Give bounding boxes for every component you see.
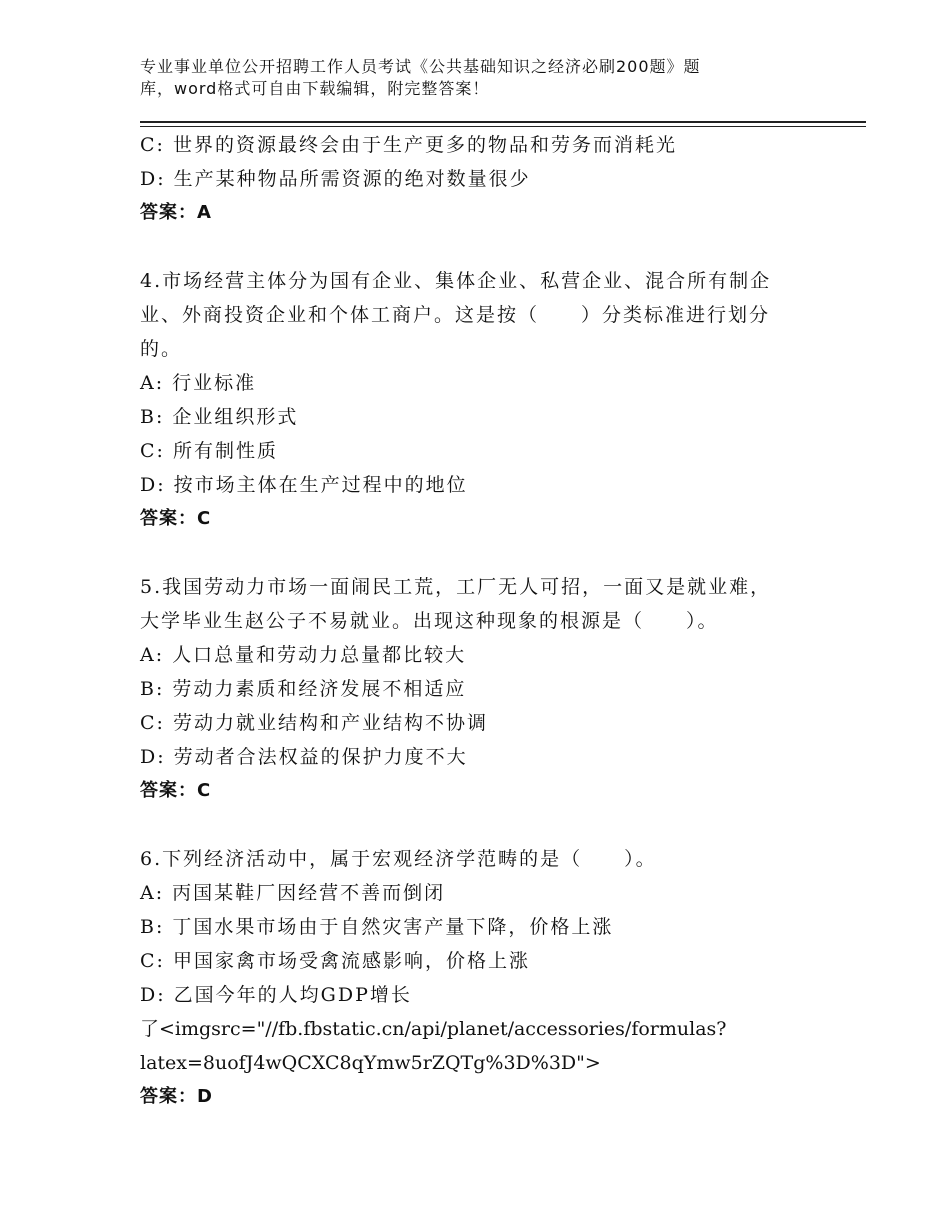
question-6 — [140, 842, 800, 1114]
option-c: C: 甲国家禽市场受禽流感影响，价格上涨 — [140, 950, 530, 972]
question-stem: 6.下列经济活动中，属于宏观经济学范畴的是（ ）。 — [140, 848, 657, 870]
header-line-2: 库，word格式可自由下载编辑，附完整答案！ — [140, 79, 490, 98]
question-stem: 5.我国劳动力市场一面闹民工荒，工厂无人可招，一面又是就业难， — [140, 576, 772, 598]
option-a: A: 丙国某鞋厂因经营不善而倒闭 — [140, 882, 446, 904]
option-c: C: 世界的资源最终会由于生产更多的物品和劳务而消耗光 — [140, 134, 677, 156]
question-stem: 业、外商投资企业和个体工商户。这是按（ ）分类标准进行划分 — [140, 304, 771, 326]
option-b: B: 丁国水果市场由于自然灾害产量下降，价格上涨 — [140, 916, 614, 938]
option-d: D: 劳动者合法权益的保护力度不大 — [140, 746, 468, 768]
option-d: D: 生产某种物品所需资源的绝对数量很少 — [140, 168, 531, 190]
answer: 答案：A — [140, 202, 212, 223]
question-5 — [140, 570, 800, 808]
spacer — [140, 536, 800, 570]
question-stem: 4.市场经营主体分为国有企业、集体企业、私营企业、混合所有制企 — [140, 270, 772, 292]
header-rule-thin — [140, 126, 866, 127]
option-d: D: 乙国今年的人均GDP增长 — [140, 984, 412, 1006]
option-a: A: 行业标准 — [140, 372, 257, 394]
raw-markup-line: 了<imgsrc="//fb.fbstatic.cn/api/planet/accessories/formulas? — [140, 1018, 727, 1040]
answer: 答案：C — [140, 508, 212, 529]
question-stem: 大学毕业生赵公子不易就业。出现这种现象的根源是（ ）。 — [140, 610, 719, 632]
previous-question-tail — [140, 128, 800, 230]
header-line-1: 专业事业单位公开招聘工作人员考试《公共基础知识之经济必刷200题》题 — [140, 57, 701, 76]
raw-markup-line: latex=8uofJ4wQCXC8qYmw5rZQTg%3D%3D"> — [140, 1052, 601, 1074]
spacer — [140, 808, 800, 842]
answer: 答案：D — [140, 1086, 213, 1107]
question-content — [140, 128, 800, 1114]
option-a: A: 人口总量和劳动力总量都比较大 — [140, 644, 467, 666]
option-d: D: 按市场主体在生产过程中的地位 — [140, 474, 468, 496]
page-header — [140, 56, 780, 100]
question-stem: 的。 — [140, 338, 183, 360]
spacer — [140, 230, 800, 264]
option-c: C: 劳动力就业结构和产业结构不协调 — [140, 712, 488, 734]
answer: 答案：C — [140, 780, 212, 801]
question-4 — [140, 264, 800, 536]
option-b: B: 劳动力素质和经济发展不相适应 — [140, 678, 467, 700]
option-b: B: 企业组织形式 — [140, 406, 299, 428]
option-c: C: 所有制性质 — [140, 440, 278, 462]
header-rule-thick — [140, 121, 866, 123]
